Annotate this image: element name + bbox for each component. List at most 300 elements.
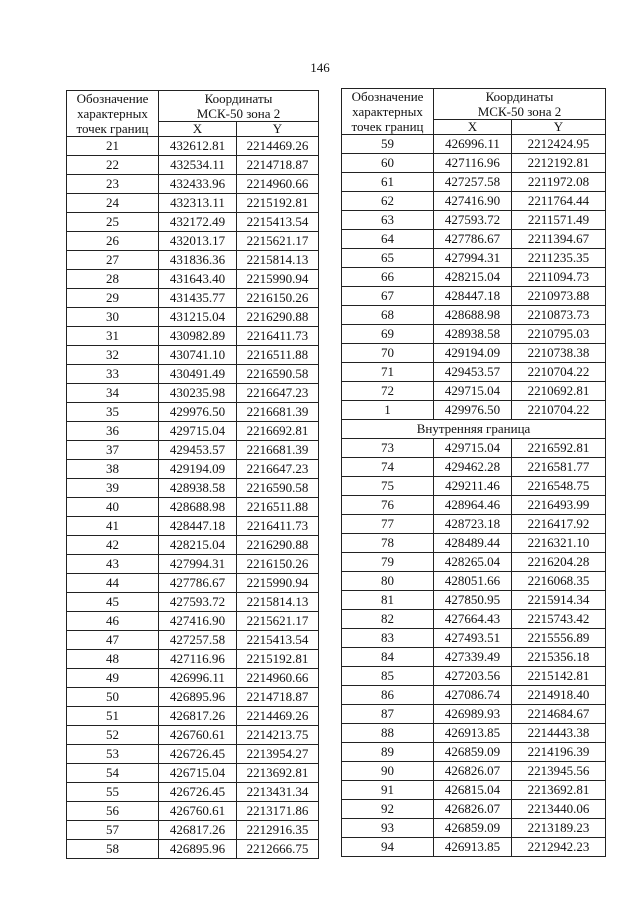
y-coordinate-cell: 2216204.28 [512, 553, 606, 572]
table-row [67, 745, 319, 764]
x-coordinate-cell: 426859.09 [434, 743, 512, 762]
y-coordinate-cell: 2216068.35 [512, 572, 606, 591]
x-coordinate-cell: 428265.04 [434, 553, 512, 572]
x-coordinate-cell: 430235.98 [159, 384, 237, 403]
point-number-cell: 43 [67, 555, 159, 574]
point-number-cell: 46 [67, 612, 159, 631]
table-row [67, 498, 319, 517]
x-coordinate-cell: 429715.04 [434, 382, 512, 401]
table-row [342, 705, 606, 724]
y-coordinate-cell: 2215556.89 [512, 629, 606, 648]
table-row [342, 819, 606, 838]
y-coordinate-cell: 2212942.23 [512, 838, 606, 857]
table-row [342, 401, 606, 420]
x-coordinate-cell: 427203.56 [434, 667, 512, 686]
table-row [342, 781, 606, 800]
point-number-cell: 37 [67, 441, 159, 460]
y-coordinate-cell: 2213171.86 [237, 802, 319, 821]
y-coordinate-cell: 2216681.39 [237, 441, 319, 460]
point-number-cell: 31 [67, 327, 159, 346]
x-coordinate-cell: 427593.72 [434, 211, 512, 230]
point-number-cell: 82 [342, 610, 434, 629]
x-coordinate-cell: 426815.04 [434, 781, 512, 800]
point-number-cell: 73 [342, 439, 434, 458]
y-coordinate-cell: 2216692.81 [237, 422, 319, 441]
y-coordinate-cell: 2211571.49 [512, 211, 606, 230]
y-column-header: Y [512, 120, 606, 135]
y-coordinate-cell: 2214960.66 [237, 669, 319, 688]
table-row [342, 211, 606, 230]
table-row [67, 213, 319, 232]
x-coordinate-cell: 427116.96 [159, 650, 237, 669]
x-coordinate-cell: 428938.58 [434, 325, 512, 344]
x-coordinate-cell: 426913.85 [434, 724, 512, 743]
point-number-cell: 51 [67, 707, 159, 726]
y-coordinate-cell: 2214718.87 [237, 688, 319, 707]
point-number-cell: 90 [342, 762, 434, 781]
y-coordinate-cell: 2215413.54 [237, 213, 319, 232]
x-coordinate-cell: 427257.58 [159, 631, 237, 650]
y-coordinate-cell: 2214918.40 [512, 686, 606, 705]
point-label-header [67, 91, 159, 137]
y-coordinate-cell: 2215814.13 [237, 593, 319, 612]
point-number-cell: 80 [342, 572, 434, 591]
x-coordinate-cell: 429462.28 [434, 458, 512, 477]
x-coordinate-cell: 426760.61 [159, 726, 237, 745]
point-number-cell: 29 [67, 289, 159, 308]
y-coordinate-cell: 2214196.39 [512, 743, 606, 762]
y-coordinate-cell: 2214960.66 [237, 175, 319, 194]
point-number-cell: 65 [342, 249, 434, 268]
table-row [342, 496, 606, 515]
table-row [67, 840, 319, 859]
x-coordinate-cell: 427850.95 [434, 591, 512, 610]
header-line: Координаты [485, 89, 554, 104]
table-row [342, 458, 606, 477]
y-coordinate-cell: 2215413.54 [237, 631, 319, 650]
point-number-cell: 34 [67, 384, 159, 403]
x-coordinate-cell: 427593.72 [159, 593, 237, 612]
table-row [342, 553, 606, 572]
table-row [342, 325, 606, 344]
table-row [342, 363, 606, 382]
point-number-cell: 24 [67, 194, 159, 213]
point-number-cell: 36 [67, 422, 159, 441]
y-coordinate-cell: 2210795.03 [512, 325, 606, 344]
y-coordinate-cell: 2216417.92 [512, 515, 606, 534]
point-number-cell: 26 [67, 232, 159, 251]
table-row [67, 289, 319, 308]
table-row [342, 268, 606, 287]
point-number-cell: 39 [67, 479, 159, 498]
y-coordinate-cell: 2215192.81 [237, 194, 319, 213]
x-coordinate-cell: 428723.18 [434, 515, 512, 534]
x-coordinate-cell: 428688.98 [159, 498, 237, 517]
x-coordinate-cell: 431435.77 [159, 289, 237, 308]
table-row [342, 800, 606, 819]
table-row [342, 287, 606, 306]
x-coordinate-cell: 429453.57 [159, 441, 237, 460]
point-number-cell: 87 [342, 705, 434, 724]
table-row [67, 194, 319, 213]
table-row [67, 384, 319, 403]
table-row [342, 648, 606, 667]
header-line: Координаты [204, 91, 273, 106]
x-coordinate-cell: 426817.26 [159, 707, 237, 726]
x-coordinate-cell: 428447.18 [434, 287, 512, 306]
y-coordinate-cell: 2211394.67 [512, 230, 606, 249]
point-number-cell: 79 [342, 553, 434, 572]
y-coordinate-cell: 2213954.27 [237, 745, 319, 764]
table-row [67, 346, 319, 365]
y-coordinate-cell: 2214469.26 [237, 707, 319, 726]
y-coordinate-cell: 2215990.94 [237, 574, 319, 593]
point-number-cell: 84 [342, 648, 434, 667]
x-coordinate-cell: 426913.85 [434, 838, 512, 857]
table-row [67, 422, 319, 441]
y-coordinate-cell: 2215743.42 [512, 610, 606, 629]
table-row [67, 403, 319, 422]
x-coordinate-cell: 426895.96 [159, 688, 237, 707]
x-coordinate-cell: 429194.09 [434, 344, 512, 363]
table-row [342, 477, 606, 496]
y-coordinate-cell: 2215914.34 [512, 591, 606, 610]
x-coordinate-cell: 428215.04 [434, 268, 512, 287]
x-coordinate-cell: 426996.11 [159, 669, 237, 688]
y-coordinate-cell: 2216647.23 [237, 460, 319, 479]
y-coordinate-cell: 2216290.88 [237, 536, 319, 555]
table-row [342, 686, 606, 705]
table-row [342, 534, 606, 553]
table-row [67, 441, 319, 460]
y-coordinate-cell: 2216321.10 [512, 534, 606, 553]
point-number-cell: 78 [342, 534, 434, 553]
point-number-cell: 52 [67, 726, 159, 745]
table-row [67, 460, 319, 479]
point-number-cell: 72 [342, 382, 434, 401]
y-coordinate-cell: 2213440.06 [512, 800, 606, 819]
point-number-cell: 94 [342, 838, 434, 857]
header-line: МСК-50 зона 2 [477, 104, 562, 119]
x-coordinate-cell: 429211.46 [434, 477, 512, 496]
x-coordinate-cell: 431215.04 [159, 308, 237, 327]
y-coordinate-cell: 2211235.35 [512, 249, 606, 268]
point-number-cell: 64 [342, 230, 434, 249]
table-row [67, 251, 319, 270]
x-coordinate-cell: 427664.43 [434, 610, 512, 629]
y-coordinate-cell: 2216592.81 [512, 439, 606, 458]
table-row [67, 821, 319, 840]
y-coordinate-cell: 2212192.81 [512, 154, 606, 173]
section-row [342, 420, 606, 439]
table-row [67, 555, 319, 574]
x-coordinate-cell: 429976.50 [434, 401, 512, 420]
point-number-cell: 92 [342, 800, 434, 819]
point-number-cell: 61 [342, 173, 434, 192]
y-coordinate-cell: 2212424.95 [512, 135, 606, 154]
table-row [67, 156, 319, 175]
y-coordinate-cell: 2213431.34 [237, 783, 319, 802]
point-number-cell: 70 [342, 344, 434, 363]
header-line: характерных [352, 104, 423, 119]
point-number-cell: 38 [67, 460, 159, 479]
x-coordinate-cell: 427994.31 [434, 249, 512, 268]
table-row [342, 249, 606, 268]
x-coordinate-cell: 429715.04 [159, 422, 237, 441]
table-row [67, 517, 319, 536]
table-row [67, 137, 319, 156]
y-coordinate-cell: 2211764.44 [512, 192, 606, 211]
point-number-cell: 40 [67, 498, 159, 517]
point-number-cell: 54 [67, 764, 159, 783]
point-number-cell: 89 [342, 743, 434, 762]
x-coordinate-cell: 432433.96 [159, 175, 237, 194]
inner-boundary-label: Внутренняя граница [342, 420, 606, 439]
table-row [67, 574, 319, 593]
point-number-cell: 21 [67, 137, 159, 156]
y-coordinate-cell: 2216590.58 [237, 365, 319, 384]
x-column-header: X [434, 120, 512, 135]
coordinates-table-right [341, 88, 606, 857]
coordinates-table-left [66, 90, 319, 859]
table-row [67, 536, 319, 555]
point-number-cell: 85 [342, 667, 434, 686]
table-row [67, 631, 319, 650]
x-coordinate-cell: 426859.09 [434, 819, 512, 838]
table-row [342, 667, 606, 686]
table-header-row [342, 89, 606, 120]
y-coordinate-cell: 2210873.73 [512, 306, 606, 325]
y-coordinate-cell: 2216647.23 [237, 384, 319, 403]
x-coordinate-cell: 430491.49 [159, 365, 237, 384]
y-coordinate-cell: 2216681.39 [237, 403, 319, 422]
table-row [67, 802, 319, 821]
y-coordinate-cell: 2216150.26 [237, 555, 319, 574]
point-number-cell: 58 [67, 840, 159, 859]
table-row [67, 270, 319, 289]
x-coordinate-cell: 428938.58 [159, 479, 237, 498]
point-number-cell: 74 [342, 458, 434, 477]
table-row [67, 612, 319, 631]
y-coordinate-cell: 2214718.87 [237, 156, 319, 175]
y-coordinate-cell: 2215142.81 [512, 667, 606, 686]
point-number-cell: 50 [67, 688, 159, 707]
table-row [67, 593, 319, 612]
point-number-cell: 48 [67, 650, 159, 669]
x-coordinate-cell: 427116.96 [434, 154, 512, 173]
y-coordinate-cell: 2214684.67 [512, 705, 606, 724]
point-number-cell: 66 [342, 268, 434, 287]
table-row [67, 479, 319, 498]
y-coordinate-cell: 2216290.88 [237, 308, 319, 327]
table-row [67, 650, 319, 669]
y-coordinate-cell: 2216581.77 [512, 458, 606, 477]
x-column-header: X [159, 122, 237, 137]
y-coordinate-cell: 2211972.08 [512, 173, 606, 192]
point-number-cell: 44 [67, 574, 159, 593]
table-row [67, 669, 319, 688]
y-coordinate-cell: 2215990.94 [237, 270, 319, 289]
x-coordinate-cell: 428215.04 [159, 536, 237, 555]
point-number-cell: 35 [67, 403, 159, 422]
point-number-cell: 45 [67, 593, 159, 612]
point-number-cell: 55 [67, 783, 159, 802]
table-row [342, 230, 606, 249]
x-coordinate-cell: 426817.26 [159, 821, 237, 840]
y-coordinate-cell: 2210738.38 [512, 344, 606, 363]
x-coordinate-cell: 430982.89 [159, 327, 237, 346]
header-line: МСК-50 зона 2 [196, 106, 281, 121]
point-number-cell: 56 [67, 802, 159, 821]
y-coordinate-cell: 2214213.75 [237, 726, 319, 745]
y-coordinate-cell: 2216411.73 [237, 327, 319, 346]
x-coordinate-cell: 432612.81 [159, 137, 237, 156]
y-coordinate-cell: 2213692.81 [512, 781, 606, 800]
table-row [342, 762, 606, 781]
header-line: точек границ [76, 121, 149, 136]
x-coordinate-cell: 432013.17 [159, 232, 237, 251]
point-number-cell: 60 [342, 154, 434, 173]
y-coordinate-cell: 2215621.17 [237, 232, 319, 251]
y-coordinate-cell: 2215192.81 [237, 650, 319, 669]
y-coordinate-cell: 2216511.88 [237, 346, 319, 365]
x-coordinate-cell: 426826.07 [434, 800, 512, 819]
header-line: характерных [77, 106, 148, 121]
y-coordinate-cell: 2216590.58 [237, 479, 319, 498]
x-coordinate-cell: 426726.45 [159, 745, 237, 764]
table-row [67, 175, 319, 194]
table-row [342, 439, 606, 458]
point-number-cell: 25 [67, 213, 159, 232]
x-coordinate-cell: 428447.18 [159, 517, 237, 536]
y-coordinate-cell: 2216548.75 [512, 477, 606, 496]
coordinates-group-header [434, 89, 606, 120]
page-number: 146 [310, 60, 330, 75]
x-coordinate-cell: 428051.66 [434, 572, 512, 591]
y-coordinate-cell: 2213692.81 [237, 764, 319, 783]
point-number-cell: 28 [67, 270, 159, 289]
table-row [342, 173, 606, 192]
point-number-cell: 22 [67, 156, 159, 175]
point-number-cell: 33 [67, 365, 159, 384]
table-row [67, 688, 319, 707]
x-coordinate-cell: 431836.36 [159, 251, 237, 270]
point-number-cell: 41 [67, 517, 159, 536]
y-coordinate-cell: 2213189.23 [512, 819, 606, 838]
point-number-cell: 42 [67, 536, 159, 555]
point-number-cell: 1 [342, 401, 434, 420]
x-coordinate-cell: 427416.90 [159, 612, 237, 631]
x-coordinate-cell: 432534.11 [159, 156, 237, 175]
table-row [342, 344, 606, 363]
coordinates-group-header [159, 91, 319, 122]
header-line: точек границ [351, 119, 424, 134]
x-coordinate-cell: 429715.04 [434, 439, 512, 458]
x-coordinate-cell: 429453.57 [434, 363, 512, 382]
table-row [342, 838, 606, 857]
point-number-cell: 86 [342, 686, 434, 705]
table-row [342, 154, 606, 173]
table-row [67, 726, 319, 745]
y-coordinate-cell: 2216493.99 [512, 496, 606, 515]
point-number-cell: 75 [342, 477, 434, 496]
point-number-cell: 53 [67, 745, 159, 764]
y-coordinate-cell: 2214443.38 [512, 724, 606, 743]
x-coordinate-cell: 429194.09 [159, 460, 237, 479]
point-number-cell: 62 [342, 192, 434, 211]
table-row [342, 724, 606, 743]
point-number-cell: 32 [67, 346, 159, 365]
table-row [67, 365, 319, 384]
x-coordinate-cell: 429976.50 [159, 403, 237, 422]
point-number-cell: 83 [342, 629, 434, 648]
table-row [67, 783, 319, 802]
y-coordinate-cell: 2210704.22 [512, 363, 606, 382]
x-coordinate-cell: 427339.49 [434, 648, 512, 667]
table-row [67, 308, 319, 327]
point-number-cell: 68 [342, 306, 434, 325]
y-coordinate-cell: 2213945.56 [512, 762, 606, 781]
table-row [342, 591, 606, 610]
point-number-cell: 67 [342, 287, 434, 306]
x-coordinate-cell: 427994.31 [159, 555, 237, 574]
table-row [342, 515, 606, 534]
y-coordinate-cell: 2216511.88 [237, 498, 319, 517]
table-row [342, 306, 606, 325]
y-coordinate-cell: 2215621.17 [237, 612, 319, 631]
point-number-cell: 23 [67, 175, 159, 194]
x-coordinate-cell: 426826.07 [434, 762, 512, 781]
table-row [342, 743, 606, 762]
point-number-cell: 30 [67, 308, 159, 327]
point-number-cell: 81 [342, 591, 434, 610]
x-coordinate-cell: 430741.10 [159, 346, 237, 365]
table-row [67, 327, 319, 346]
y-coordinate-cell: 2210692.81 [512, 382, 606, 401]
y-coordinate-cell: 2210704.22 [512, 401, 606, 420]
table-row [342, 382, 606, 401]
x-coordinate-cell: 428688.98 [434, 306, 512, 325]
x-coordinate-cell: 426989.93 [434, 705, 512, 724]
y-coordinate-cell: 2212916.35 [237, 821, 319, 840]
x-coordinate-cell: 427257.58 [434, 173, 512, 192]
point-number-cell: 71 [342, 363, 434, 382]
y-coordinate-cell: 2210973.88 [512, 287, 606, 306]
x-coordinate-cell: 427786.67 [434, 230, 512, 249]
header-line: Обозначение [76, 91, 149, 106]
point-number-cell: 59 [342, 135, 434, 154]
point-number-cell: 76 [342, 496, 434, 515]
point-label-header [342, 89, 434, 135]
x-coordinate-cell: 432172.49 [159, 213, 237, 232]
point-number-cell: 63 [342, 211, 434, 230]
table-row [342, 192, 606, 211]
y-coordinate-cell: 2216411.73 [237, 517, 319, 536]
x-coordinate-cell: 431643.40 [159, 270, 237, 289]
x-coordinate-cell: 432313.11 [159, 194, 237, 213]
y-coordinate-cell: 2212666.75 [237, 840, 319, 859]
x-coordinate-cell: 427086.74 [434, 686, 512, 705]
table-row [342, 572, 606, 591]
point-number-cell: 57 [67, 821, 159, 840]
x-coordinate-cell: 428964.46 [434, 496, 512, 515]
table-row [342, 629, 606, 648]
table-row [67, 707, 319, 726]
x-coordinate-cell: 427493.51 [434, 629, 512, 648]
point-number-cell: 69 [342, 325, 434, 344]
x-coordinate-cell: 426715.04 [159, 764, 237, 783]
table-header-row [67, 91, 319, 122]
